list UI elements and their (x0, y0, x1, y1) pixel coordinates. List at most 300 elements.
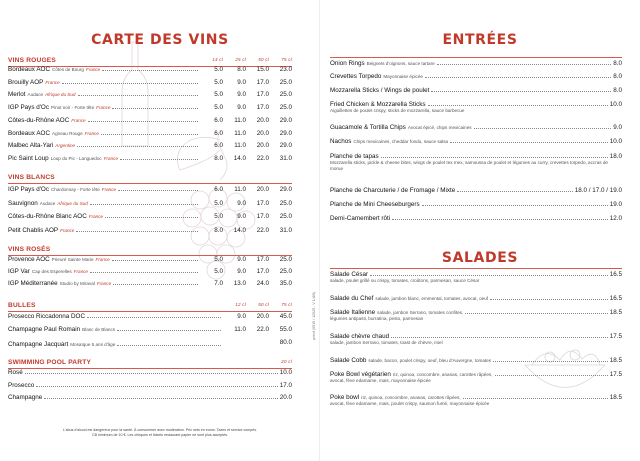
price: 14.0 (233, 226, 246, 234)
menu-item-price: 10.0 (609, 138, 622, 145)
menu-item-price: 18.5 (609, 394, 622, 401)
menu-item-name: Salade Cobb (330, 357, 367, 364)
leader-dots (493, 361, 608, 362)
wine-name: Petit Chablis AOP (8, 226, 59, 234)
leader-dots (463, 398, 608, 399)
pool-item-name: Champagne (8, 394, 43, 401)
pool-row (8, 382, 292, 391)
wine-row (8, 117, 292, 126)
leader-dots (105, 217, 198, 218)
pool-item-name: Rosé (8, 369, 23, 376)
price-group (200, 91, 292, 98)
price: 45.0 (279, 313, 292, 320)
menu-item-line (330, 357, 622, 364)
size-50cl: 50 cl (258, 302, 269, 307)
price: 29.0 (279, 129, 292, 137)
wine-row (8, 326, 292, 335)
menu-item-line (330, 271, 622, 278)
wine-row (8, 313, 292, 322)
leader-dots (44, 398, 277, 399)
wine-row (8, 79, 292, 88)
wine-name: Bordeaux AOC (8, 66, 51, 73)
wine-name: Prosecco Riccadonna DOC (8, 313, 85, 320)
menu-item-line (330, 187, 622, 194)
wine-origin: Afrique du Sud (57, 200, 88, 206)
wine-description: Prieuré Sainte Marie (51, 257, 94, 262)
leader-dots (101, 134, 198, 135)
wine-name: Pic Saint Loup (8, 154, 49, 162)
leader-dots (117, 345, 221, 346)
price: 6.0 (214, 116, 223, 124)
price: 9.0 (237, 213, 246, 220)
wine-description: Blanc de Blancs (82, 327, 116, 332)
menu-item-description: Chips mexicaines, cheddar fondu, sauce salsa (353, 139, 449, 144)
wine-name: IGP Méditerranée (8, 280, 58, 287)
wine-row (8, 268, 292, 277)
menu-item (330, 215, 622, 222)
leader-dots (474, 128, 612, 129)
size-14cl: 14 cl (212, 57, 223, 62)
wine-name: Champagne Jacquart (8, 341, 69, 348)
price: 5.0 (214, 199, 223, 207)
size-75cl: 75 cl (281, 57, 292, 62)
wine-origin: Argentine (55, 143, 76, 149)
divider (330, 57, 622, 58)
price: 29.0 (279, 116, 292, 124)
wine-name: Malbec Alta-Yari (8, 142, 54, 150)
leader-dots (25, 373, 278, 374)
wine-origin: France (84, 130, 99, 136)
menu-item-description: salade, jambon blanc, emmental, tomates, avocat, oeuf (375, 296, 489, 301)
leader-dots (381, 157, 608, 158)
wine-origin: France (73, 269, 88, 274)
wine-row (8, 66, 292, 75)
wine-row (8, 130, 292, 139)
section-label: BULLES (8, 302, 36, 309)
print-reference: prient (0519 / 12025 - V 1489) (312, 292, 316, 340)
price-group (200, 142, 292, 149)
price: 9.0 (237, 313, 246, 320)
menu-item-price: 18.0 (609, 153, 622, 160)
menu-item-line (330, 138, 622, 145)
leader-dots (431, 91, 611, 92)
menu-item-description: salade, bacon, poulet crispy, oeuf, bleu d'Auvergne, tomates (368, 358, 492, 363)
price: 25.0 (279, 104, 292, 112)
menu-item-line (330, 394, 622, 401)
wine-row (8, 256, 292, 265)
leader-dots (36, 386, 277, 387)
menu-item-name: Poke Bowl végétarien (330, 371, 391, 378)
menu-item-price: 18.5 (609, 309, 622, 316)
divider (330, 268, 622, 269)
legal-footnote (12, 428, 308, 438)
price: 20.0 (256, 186, 269, 193)
size-75cl: 75 cl (281, 302, 292, 307)
menu-item (330, 295, 622, 302)
price: 17.0 (256, 104, 269, 112)
menu-item (330, 371, 622, 384)
wine-row (8, 200, 292, 209)
price: 11.0 (234, 116, 246, 124)
price: 9.0 (237, 104, 246, 112)
wine-origin: Afrique du Sud (45, 92, 76, 98)
section-label: VINS ROSÉS (8, 246, 51, 253)
wine-row (8, 104, 292, 113)
price: 8.0 (214, 226, 223, 234)
wine-origin: France (88, 214, 104, 219)
price: 9.0 (237, 268, 246, 275)
menu-item (330, 60, 622, 67)
price-group (200, 268, 292, 275)
price: 25.0 (279, 91, 292, 99)
wine-description: Agneau Rouge (52, 130, 83, 136)
menu-item-price: 12.0 (609, 215, 622, 222)
wine-name: Champagne Paul Romain (8, 326, 81, 333)
menu-item-line (330, 73, 622, 80)
wine-row (8, 91, 292, 100)
section-label: VINS BLANCS (8, 174, 55, 181)
price: 31.0 (279, 226, 292, 234)
menu-item-price: 17.5 (609, 371, 622, 378)
menu-item (330, 333, 622, 346)
menu-item-line (330, 309, 622, 316)
menu-item-price: 16.5 (609, 271, 622, 278)
leader-dots (112, 260, 198, 261)
menu-item-description: riz, quinoa, concombre, ananas, carottes râpées, (361, 395, 461, 400)
menu-item-line (330, 201, 622, 208)
wine-name: Merlot (8, 91, 26, 99)
price-group (200, 66, 292, 73)
price: 11.0 (234, 186, 246, 193)
pool-row (8, 369, 292, 378)
menu-item-details: salade, jambon Serrano, tomates, toast de chèvre, miel (330, 340, 443, 345)
price: 5.0 (214, 268, 223, 275)
pool-item-name: Prosecco (8, 381, 35, 389)
wine-description: Cap des Esperelles (31, 269, 72, 274)
price: 5.0 (214, 104, 223, 112)
menu-item (330, 73, 622, 80)
leader-dots (428, 105, 608, 106)
wine-description: Audace (39, 200, 56, 206)
leader-dots (77, 146, 198, 147)
wine-origin: France (103, 155, 119, 161)
menu-item (330, 309, 622, 322)
leader-dots (62, 83, 198, 84)
menu-item-price: 8.0 (613, 73, 622, 80)
leader-dots (495, 375, 608, 376)
price: 31.0 (279, 154, 292, 162)
menu-item-name: Planche de tapas (330, 153, 379, 160)
menu-item-name: Planche de Charcuterie / de Fromage / Mixte (330, 187, 456, 194)
wine-name: Sauvignon (8, 199, 38, 207)
menu-item-name: Fried Chicken & Mozzarella Sticks (330, 101, 426, 108)
menu-item-line (330, 295, 622, 302)
menu-item-line (330, 371, 622, 378)
price-group (200, 213, 292, 220)
wine-origin: France (95, 257, 110, 262)
price: 9.0 (237, 91, 246, 99)
menu-item (330, 153, 622, 172)
menu-item-price: 16.5 (609, 295, 622, 302)
price: 25.0 (279, 268, 292, 275)
size-header (223, 302, 292, 307)
price-group (200, 79, 292, 86)
price: 14.0 (233, 154, 246, 162)
price: 8.0 (214, 154, 223, 162)
price: 7.0 (214, 280, 223, 287)
wine-row (8, 213, 292, 222)
section-heading-sparkling (8, 302, 292, 309)
leader-dots (120, 159, 198, 160)
price: 20.0 (256, 116, 269, 124)
leader-dots (102, 70, 198, 71)
wine-origin: France (101, 187, 117, 192)
price: 22.0 (256, 326, 269, 333)
menu-item-name: Mozzarella Sticks / Wings de poulet (330, 87, 430, 94)
wine-row (8, 227, 292, 236)
price: 55.0 (279, 326, 292, 333)
price: 17.0 (256, 91, 269, 99)
menu-item-price: 8.0 (613, 87, 622, 94)
page-title-wines: CARTE DES VINS (91, 32, 229, 48)
price: 20.0 (256, 313, 269, 320)
price-group (223, 313, 292, 320)
price: 11.0 (234, 129, 246, 137)
menu-item-name: Planche de Mini Cheeseburgers (330, 201, 420, 208)
menu-item-name: Nachos (330, 138, 352, 145)
menu-item-line (330, 333, 622, 340)
wine-origin: France (96, 105, 111, 111)
section-heading-rose-wines (8, 246, 292, 253)
price: 25.0 (279, 256, 292, 263)
wine-name: Côtes-du-Rhône AOC (8, 116, 70, 124)
price: 29.0 (279, 186, 292, 193)
price: 5.0 (214, 256, 223, 263)
price: 25.0 (279, 78, 292, 86)
menu-item (330, 187, 622, 194)
footnote-line: CB minimum de 10 €. Les chèques et tickets restaurant papier ne sont plus acceptés. (91, 433, 229, 437)
price: 9.0 (237, 256, 246, 263)
price: 25.0 (279, 213, 292, 220)
wine-description: Studio by Miraval (59, 281, 95, 286)
menu-item-line (330, 101, 622, 108)
price: 15.0 (256, 66, 269, 73)
footnote-line: L'abus d'alcool est dangereux pour la santé. À consommer avec modération. Prix nets en euros. Taxes et service compris. (62, 428, 258, 432)
wine-origin: France (71, 117, 86, 123)
leader-dots (78, 95, 199, 96)
menu-item (330, 201, 622, 208)
size-header (269, 359, 292, 364)
leader-dots (87, 317, 221, 318)
price-group (223, 339, 292, 346)
menu-item-price: 8.0 (613, 60, 622, 67)
menu-item-line (330, 124, 622, 131)
leader-dots (490, 299, 608, 300)
section-heading-white-wines (8, 174, 292, 181)
price: 10.0 (279, 369, 292, 376)
section-label: SWIMMING POOL PARTY (8, 359, 92, 366)
price: 17.0 (256, 78, 269, 86)
menu-item-name: Crevettes Torpedo (330, 73, 382, 80)
menu-item (330, 394, 622, 407)
menu-item-price: 18.5 (609, 357, 622, 364)
price: 5.0 (214, 91, 223, 99)
page-title-starters: ENTRÉES (442, 32, 518, 48)
menu-item-details: avocat, fève edamame, mais, poulet crispy, saumon fumé, mayonnaise épicée (330, 401, 490, 406)
wine-origin: France (60, 227, 75, 233)
leader-dots (465, 313, 608, 314)
price-group (200, 117, 292, 124)
price: 6.0 (214, 142, 223, 150)
pool-row (8, 394, 292, 403)
menu-item (330, 124, 622, 131)
menu-item-line (330, 87, 622, 94)
price: 11.0 (234, 142, 246, 150)
price: 22.0 (256, 226, 269, 234)
menu-item-description: Beignets d'oignons, sauce tartare (366, 61, 435, 66)
menu-item (330, 357, 622, 364)
menu-item-name: Poke bowl (330, 394, 360, 401)
menu-item-details: légumes antipasti, burratina, pesto, parmesan (330, 316, 424, 321)
leader-dots (425, 77, 611, 78)
price-group (200, 130, 292, 137)
leader-dots (392, 219, 608, 220)
menu-item (330, 101, 622, 114)
size-50cl: 50 cl (258, 57, 269, 62)
wine-row (8, 339, 292, 348)
wine-row (8, 186, 292, 195)
menu-item-description: Avocat épicé, chips mexicaines (407, 125, 472, 130)
price: 6.0 (214, 129, 223, 137)
menu-item-name: Salade César (330, 271, 369, 278)
wine-name: Bordeaux AOC (8, 129, 51, 137)
leader-dots (437, 64, 612, 65)
price-group (200, 155, 292, 162)
price: 20.0 (256, 129, 269, 137)
wine-origin: France (45, 79, 60, 85)
wine-description: Côtes de Bourg (52, 67, 84, 72)
size-header (200, 57, 292, 62)
leader-dots (370, 275, 608, 276)
wine-origin: France (96, 281, 112, 286)
price: 8.0 (237, 66, 246, 73)
menu-item-price: 18.0 / 17.0 / 19.0 (574, 187, 622, 194)
wine-name: Provence AOC (8, 256, 50, 263)
divider (8, 183, 292, 184)
leader-dots (112, 108, 198, 109)
price-group (223, 326, 292, 333)
menu-item-description: salade, jambon Serrano, tomates confites, (377, 310, 464, 315)
wine-origin: France (85, 67, 101, 72)
price: 17.0 (256, 256, 269, 263)
price: 20.0 (256, 142, 269, 150)
menu-item-name: Onion Rings (330, 60, 365, 67)
menu-item-price: 17.5 (609, 333, 622, 340)
leader-dots (422, 205, 608, 206)
price-group (200, 256, 292, 263)
section-heading-red-wines (8, 57, 292, 64)
price (246, 339, 269, 346)
price: 24.0 (256, 280, 269, 287)
menu-item-price: 19.0 (609, 201, 622, 208)
wine-description: Chardonnay - Forte tête (50, 187, 100, 192)
price: 35.0 (279, 280, 292, 287)
price: 5.0 (214, 66, 223, 73)
wine-row (8, 280, 292, 289)
wine-name: IGP Var (8, 268, 30, 275)
leader-dots (76, 231, 198, 232)
menu-item-description: Mayonnaise épicée (383, 74, 423, 79)
size-12cl: 12 cl (235, 302, 246, 307)
price: 23.0 (279, 66, 292, 73)
menu-item-details: Aiguillettes de poulet crispy, sticks de mozzarella, sauce barbecue (330, 108, 465, 113)
menu-item-details: salade, poulet grillé ou crispy, tomates, croûtons, parmesan, sauce César (330, 278, 480, 283)
wine-name: IGP Pays d'Oc (8, 104, 49, 112)
menu-item-details: avocat, fève edamame, mais, mayonnaise épicée (330, 378, 431, 383)
menu-item-price: 9.0 (613, 124, 622, 131)
wine-description: Audace (27, 92, 44, 98)
menu-item-line (330, 60, 622, 67)
menu-item (330, 271, 622, 284)
leader-dots (90, 272, 198, 273)
price: 9.0 (237, 78, 246, 86)
leader-dots (88, 121, 198, 122)
food-page (320, 0, 640, 461)
menu-item-name: Salade du Chef (330, 295, 374, 302)
leader-dots (90, 204, 198, 205)
price: 11.0 (234, 326, 246, 333)
price-group (200, 186, 292, 193)
menu-item-description: riz, quinoa, concombre, ananas, carottes râpées, (392, 372, 493, 377)
menu-item (330, 138, 622, 145)
section-heading-pool-party (8, 359, 292, 366)
menu-item-price: 10.0 (609, 101, 622, 108)
wine-description: Pinot noir - Forte tête (50, 105, 95, 111)
price: 9.0 (237, 199, 246, 207)
wine-description: Mosaïque 5 ans d'âge (70, 342, 116, 347)
leader-dots (113, 284, 198, 285)
menu-item-name: Salade chèvre chaud (330, 333, 390, 340)
size-20cl: 20 cl (281, 359, 292, 364)
price: 80.0 (279, 339, 292, 346)
menu-item-name: Demi-Camembert rôti (330, 215, 391, 222)
menu-item-name: Salade Italienne (330, 309, 376, 316)
page-title-salads: SALADES (441, 250, 519, 266)
price-group (200, 280, 292, 287)
price: 13.0 (233, 280, 246, 287)
wine-name: Côtes-du-Rhône Blanc AOC (8, 213, 87, 220)
price: 5.0 (214, 78, 223, 86)
menu-item-line (330, 215, 622, 222)
price: 17.0 (256, 213, 269, 220)
menu-item-details: Mozzarella sticks, pickle & cheese bites, wings de poulet tex mex, samoussa de poulet et légumes au curry, crevettes torpedo, accras de morue (330, 160, 608, 172)
section-label: VINS ROUGES (8, 57, 56, 64)
menu-item-line (330, 153, 622, 160)
price-group (200, 200, 292, 207)
price: 5.0 (214, 213, 223, 220)
price-group (200, 104, 292, 111)
leader-dots (391, 337, 608, 338)
price-group (200, 227, 292, 234)
size-25cl: 25 cl (235, 57, 246, 62)
wine-name: Brouilly AOP (8, 78, 44, 86)
divider (8, 311, 292, 312)
leader-dots (118, 190, 198, 191)
wine-name: IGP Pays d'Oc (8, 186, 49, 193)
price: 6.0 (214, 186, 223, 193)
leader-dots (450, 142, 608, 143)
leader-dots (457, 191, 572, 192)
